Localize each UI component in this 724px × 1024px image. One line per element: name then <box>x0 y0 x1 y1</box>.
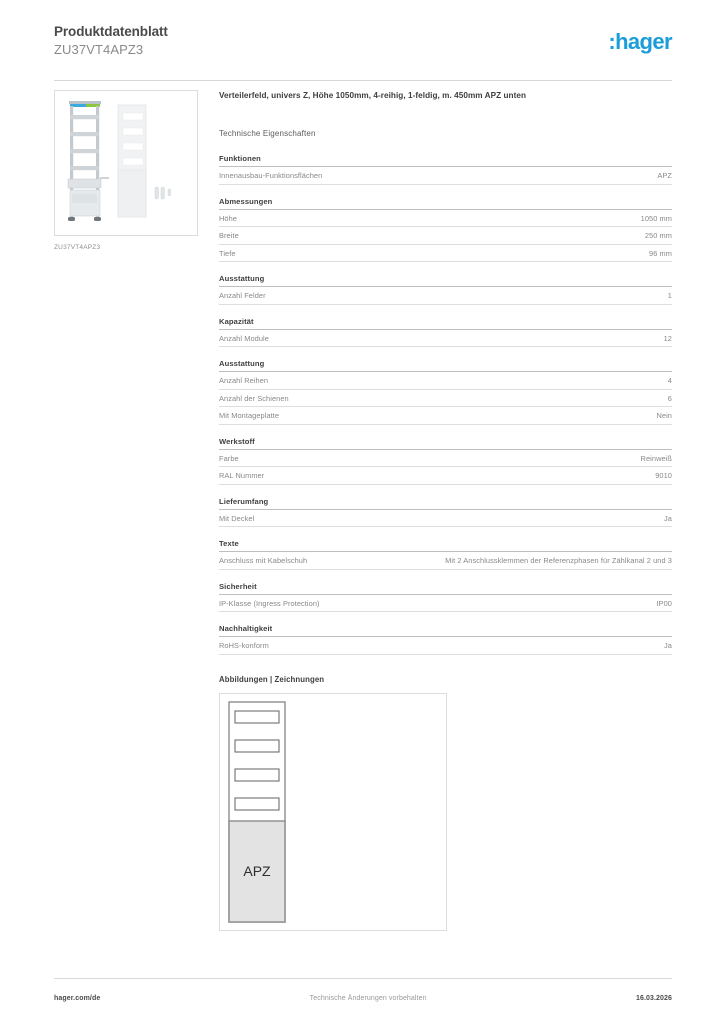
spec-value: Reinweiß <box>640 453 672 463</box>
spec-group-title: Funktionen <box>219 154 672 167</box>
spec-groups <box>219 154 672 655</box>
spec-label: Höhe <box>219 213 237 223</box>
spec-row <box>219 390 672 408</box>
spec-label: Innenausbau-Funktionsflächen <box>219 171 323 180</box>
spec-group <box>219 359 672 425</box>
spec-label: Farbe <box>219 453 239 463</box>
apz-block-label: APZ <box>243 862 271 879</box>
spec-group <box>219 539 672 570</box>
spec-value: Nein <box>656 411 672 420</box>
spec-value: 1050 mm <box>640 213 672 223</box>
spec-row <box>219 167 672 185</box>
spec-value: 4 <box>667 376 672 385</box>
spec-group-title: Lieferumfang <box>219 497 672 510</box>
technical-properties-heading: Technische Eigenschaften <box>219 129 316 138</box>
spec-value: 1 <box>667 291 672 300</box>
spec-row <box>219 210 672 228</box>
spec-label: RAL Nummer <box>219 471 265 480</box>
spec-group <box>219 437 672 485</box>
product-description: Verteilerfeld, univers Z, Höhe 1050mm, 4-reihig, 1-feldig, m. 450mm APZ unten <box>219 91 527 100</box>
spec-group <box>219 582 672 613</box>
spec-group-title: Sicherheit <box>219 582 672 595</box>
drawings-section <box>219 675 672 931</box>
spec-label: Anzahl Felder <box>219 291 266 300</box>
spec-row <box>219 407 672 425</box>
spec-content <box>219 90 672 931</box>
page-header <box>54 24 672 76</box>
spec-row <box>219 552 672 570</box>
footer-date: 16.03.2026 <box>635 995 672 1002</box>
hager-logo: :hager <box>608 29 672 54</box>
spec-value: IP00 <box>656 598 672 608</box>
spec-value: Ja <box>664 641 672 650</box>
spec-group <box>219 497 672 528</box>
spec-value: 9010 <box>655 471 672 480</box>
spec-label: Anschluss mit Kabelschuh <box>219 556 308 565</box>
spec-row <box>219 595 672 613</box>
spec-row <box>219 450 672 468</box>
drawing-frame <box>219 693 447 931</box>
spec-group <box>219 274 672 305</box>
spec-row <box>219 287 672 305</box>
spec-label: Mit Montageplatte <box>219 411 280 420</box>
spec-row <box>219 245 672 263</box>
product-reference: ZU37VT4APZ3 <box>54 42 144 57</box>
spec-group-title: Nachhaltigkeit <box>219 624 672 637</box>
spec-value: Mit 2 Anschlussklemmen der Referenzphasen für Zählkanal 2 und 3 <box>445 556 672 565</box>
header-divider <box>54 80 672 81</box>
thumbnail-caption: ZU37VT4APZ3 <box>54 244 101 251</box>
spec-group-title: Abmessungen <box>219 197 672 210</box>
spec-value: 12 <box>663 333 672 343</box>
spec-label: Mit Deckel <box>219 513 255 523</box>
page-title: Produktdatenblatt <box>54 24 168 39</box>
spec-group <box>219 317 672 348</box>
spec-row <box>219 637 672 655</box>
spec-value: Ja <box>664 513 672 523</box>
apz-enclosure-drawing <box>220 694 446 930</box>
spec-row <box>219 227 672 245</box>
spec-group-title: Kapazität <box>219 317 672 330</box>
spec-row <box>219 330 672 348</box>
spec-value: 96 mm <box>649 248 672 258</box>
spec-group-title: Texte <box>219 539 672 552</box>
page-footer <box>54 995 672 1002</box>
spec-row <box>219 467 672 485</box>
spec-group <box>219 197 672 263</box>
spec-group-title: Ausstattung <box>219 274 672 287</box>
spec-row <box>219 510 672 528</box>
spec-label: IP-Klasse (Ingress Protection) <box>219 598 320 608</box>
footer-divider <box>54 978 672 979</box>
spec-label: Breite <box>219 231 239 240</box>
product-photo <box>55 91 197 235</box>
footer-disclaimer: Technische Änderungen vorbehalten <box>309 995 427 1002</box>
spec-value: 6 <box>667 393 672 403</box>
product-thumbnail-block <box>54 90 198 251</box>
drawings-title: Abbildungen | Zeichnungen <box>219 674 325 684</box>
spec-group-title: Werkstoff <box>219 437 672 450</box>
product-image-frame <box>54 90 198 236</box>
spec-row <box>219 372 672 390</box>
spec-label: RoHS-konform <box>219 641 269 650</box>
spec-value: APZ <box>657 171 672 180</box>
spec-label: Anzahl Reihen <box>219 376 269 385</box>
spec-label: Anzahl Module <box>219 333 269 343</box>
spec-label: Tiefe <box>219 248 236 258</box>
spec-group <box>219 154 672 185</box>
title-block <box>54 24 168 58</box>
spec-group <box>219 624 672 655</box>
footer-website[interactable]: hager.com/de <box>54 995 101 1002</box>
spec-group-title: Ausstattung <box>219 359 672 372</box>
spec-label: Anzahl der Schienen <box>219 393 289 403</box>
spec-value: 250 mm <box>644 231 672 240</box>
